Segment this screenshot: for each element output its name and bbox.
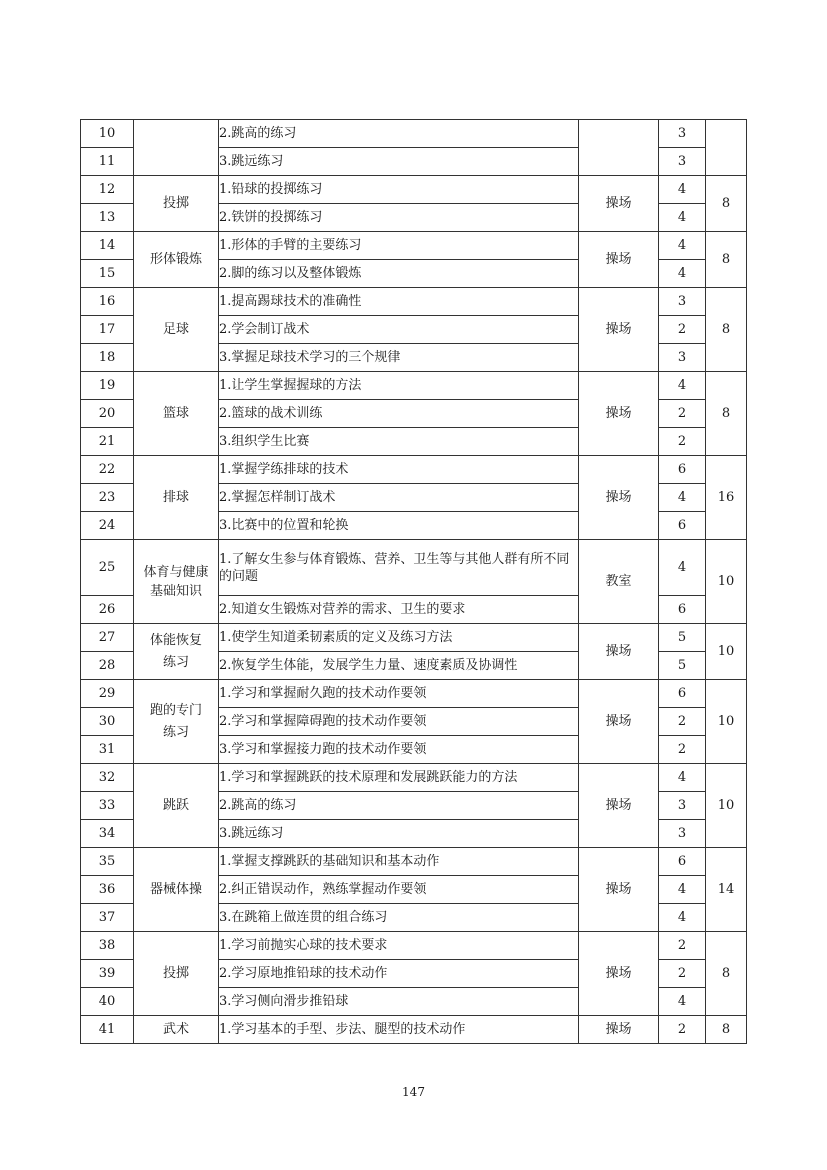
location-cell: 操场 [579,372,659,456]
hours-cell: 3 [659,120,706,148]
row-number-cell: 20 [81,400,134,428]
location-cell [579,120,659,176]
total-hours-cell: 10 [706,680,747,764]
category-cell: 武术 [134,1016,219,1044]
content-item-cell: 2.学会制订战术 [219,316,579,344]
row-number-cell: 25 [81,540,134,596]
row-number-cell: 36 [81,876,134,904]
row-number-cell: 33 [81,792,134,820]
row-number-cell: 37 [81,904,134,932]
content-item-cell: 3.掌握足球技术学习的三个规律 [219,344,579,372]
hours-cell: 6 [659,456,706,484]
category-cell: 投掷 [134,932,219,1016]
row-number-cell: 14 [81,232,134,260]
location-cell: 操场 [579,176,659,232]
row-number-cell: 13 [81,204,134,232]
table-row [81,1016,747,1044]
hours-cell: 2 [659,428,706,456]
page-number: 147 [402,1085,425,1099]
total-hours-cell: 16 [706,456,747,540]
row-number-cell: 29 [81,680,134,708]
hours-cell: 4 [659,176,706,204]
row-number-cell: 27 [81,624,134,652]
total-hours-cell: 8 [706,176,747,232]
location-cell: 操场 [579,932,659,1016]
row-number-cell: 39 [81,960,134,988]
schedule-body [81,120,747,1044]
content-item-cell: 3.学习侧向滑步推铅球 [219,988,579,1016]
total-hours-cell: 10 [706,764,747,848]
total-hours-cell: 8 [706,932,747,1016]
row-number-cell: 32 [81,764,134,792]
total-hours-cell: 8 [706,288,747,372]
content-item-cell: 2.知道女生锻炼对营养的需求、卫生的要求 [219,596,579,624]
row-number-cell: 16 [81,288,134,316]
location-cell: 操场 [579,456,659,540]
content-item-cell: 2.学习和掌握障碍跑的技术动作要领 [219,708,579,736]
category-cell [134,120,219,176]
content-item-cell: 3.学习和掌握接力跑的技术动作要领 [219,736,579,764]
category-cell: 体能恢复练习 [134,624,219,680]
content-item-cell: 1.铅球的投掷练习 [219,176,579,204]
total-hours-cell: 8 [706,372,747,456]
total-hours-cell [706,120,747,176]
content-item-cell: 2.恢复学生体能，发展学生力量、速度素质及协调性 [219,652,579,680]
row-number-cell: 18 [81,344,134,372]
table-row [81,456,747,484]
table-row [81,848,747,876]
content-item-cell: 1.了解女生参与体育锻炼、营养、卫生等与其他人群有所不同的问题 [219,540,579,596]
row-number-cell: 26 [81,596,134,624]
content-item-cell: 1.让学生掌握握球的方法 [219,372,579,400]
category-cell: 形体锻炼 [134,232,219,288]
row-number-cell: 11 [81,148,134,176]
content-item-cell: 1.学习基本的手型、步法、腿型的技术动作 [219,1016,579,1044]
row-number-cell: 10 [81,120,134,148]
hours-cell: 5 [659,624,706,652]
category-cell: 体育与健康基础知识 [134,540,219,624]
hours-cell: 2 [659,708,706,736]
hours-cell: 4 [659,372,706,400]
category-cell: 投掷 [134,176,219,232]
content-item-cell: 3.跳远练习 [219,820,579,848]
content-item-cell: 3.组织学生比赛 [219,428,579,456]
table-row [81,540,747,596]
content-item-cell: 2.学习原地推铅球的技术动作 [219,960,579,988]
row-number-cell: 38 [81,932,134,960]
location-cell: 操场 [579,288,659,372]
hours-cell: 4 [659,204,706,232]
hours-cell: 2 [659,960,706,988]
row-number-cell: 31 [81,736,134,764]
content-item-cell: 1.提高踢球技术的准确性 [219,288,579,316]
content-item-cell: 2.跳高的练习 [219,792,579,820]
location-cell: 操场 [579,764,659,848]
hours-cell: 3 [659,820,706,848]
row-number-cell: 23 [81,484,134,512]
location-cell: 操场 [579,680,659,764]
table-row [81,764,747,792]
hours-cell: 4 [659,764,706,792]
hours-cell: 4 [659,904,706,932]
category-cell: 器械体操 [134,848,219,932]
table-row [81,680,747,708]
hours-cell: 4 [659,484,706,512]
hours-cell: 3 [659,148,706,176]
hours-cell: 3 [659,288,706,316]
hours-cell: 4 [659,232,706,260]
hours-cell: 2 [659,316,706,344]
content-item-cell: 2.篮球的战术训练 [219,400,579,428]
row-number-cell: 15 [81,260,134,288]
hours-cell: 4 [659,876,706,904]
hours-cell: 2 [659,400,706,428]
row-number-cell: 12 [81,176,134,204]
row-number-cell: 19 [81,372,134,400]
row-number-cell: 21 [81,428,134,456]
hours-cell: 5 [659,652,706,680]
table-row [81,288,747,316]
content-item-cell: 2.脚的练习以及整体锻炼 [219,260,579,288]
content-item-cell: 3.在跳箱上做连贯的组合练习 [219,904,579,932]
hours-cell: 6 [659,512,706,540]
content-item-cell: 1.学习和掌握跳跃的技术原理和发展跳跃能力的方法 [219,764,579,792]
content-item-cell: 1.学习和掌握耐久跑的技术动作要领 [219,680,579,708]
category-cell: 跳跃 [134,764,219,848]
row-number-cell: 28 [81,652,134,680]
hours-cell: 3 [659,344,706,372]
hours-cell: 2 [659,932,706,960]
hours-cell: 6 [659,596,706,624]
content-item-cell: 1.形体的手臂的主要练习 [219,232,579,260]
total-hours-cell: 10 [706,540,747,624]
row-number-cell: 41 [81,1016,134,1044]
category-cell: 跑的专门练习 [134,680,219,764]
location-cell: 操场 [579,624,659,680]
content-item-cell: 2.掌握怎样制订战术 [219,484,579,512]
hours-cell: 6 [659,848,706,876]
content-item-cell: 2.铁饼的投掷练习 [219,204,579,232]
content-item-cell: 2.纠正错误动作，熟练掌握动作要领 [219,876,579,904]
hours-cell: 4 [659,540,706,596]
location-cell: 操场 [579,848,659,932]
hours-cell: 6 [659,680,706,708]
category-cell: 排球 [134,456,219,540]
total-hours-cell: 8 [706,1016,747,1044]
row-number-cell: 30 [81,708,134,736]
course-schedule-table [80,119,747,1044]
row-number-cell: 35 [81,848,134,876]
content-item-cell: 1.掌握学练排球的技术 [219,456,579,484]
row-number-cell: 24 [81,512,134,540]
hours-cell: 2 [659,736,706,764]
content-item-cell: 1.使学生知道柔韧素质的定义及练习方法 [219,624,579,652]
content-item-cell: 1.学习前抛实心球的技术要求 [219,932,579,960]
hours-cell: 2 [659,1016,706,1044]
location-cell: 教室 [579,540,659,624]
row-number-cell: 40 [81,988,134,1016]
content-item-cell: 3.跳远练习 [219,148,579,176]
content-item-cell: 3.比赛中的位置和轮换 [219,512,579,540]
table-row [81,232,747,260]
row-number-cell: 17 [81,316,134,344]
total-hours-cell: 14 [706,848,747,932]
row-number-cell: 34 [81,820,134,848]
total-hours-cell: 10 [706,624,747,680]
location-cell: 操场 [579,1016,659,1044]
category-cell: 足球 [134,288,219,372]
content-item-cell: 1.掌握支撑跳跃的基础知识和基本动作 [219,848,579,876]
table-row [81,624,747,652]
table-row [81,176,747,204]
table-row [81,932,747,960]
total-hours-cell: 8 [706,232,747,288]
hours-cell: 4 [659,260,706,288]
content-item-cell: 2.跳高的练习 [219,120,579,148]
table-row [81,372,747,400]
table-row [81,120,747,148]
row-number-cell: 22 [81,456,134,484]
location-cell: 操场 [579,232,659,288]
hours-cell: 3 [659,792,706,820]
category-cell: 篮球 [134,372,219,456]
hours-cell: 4 [659,988,706,1016]
